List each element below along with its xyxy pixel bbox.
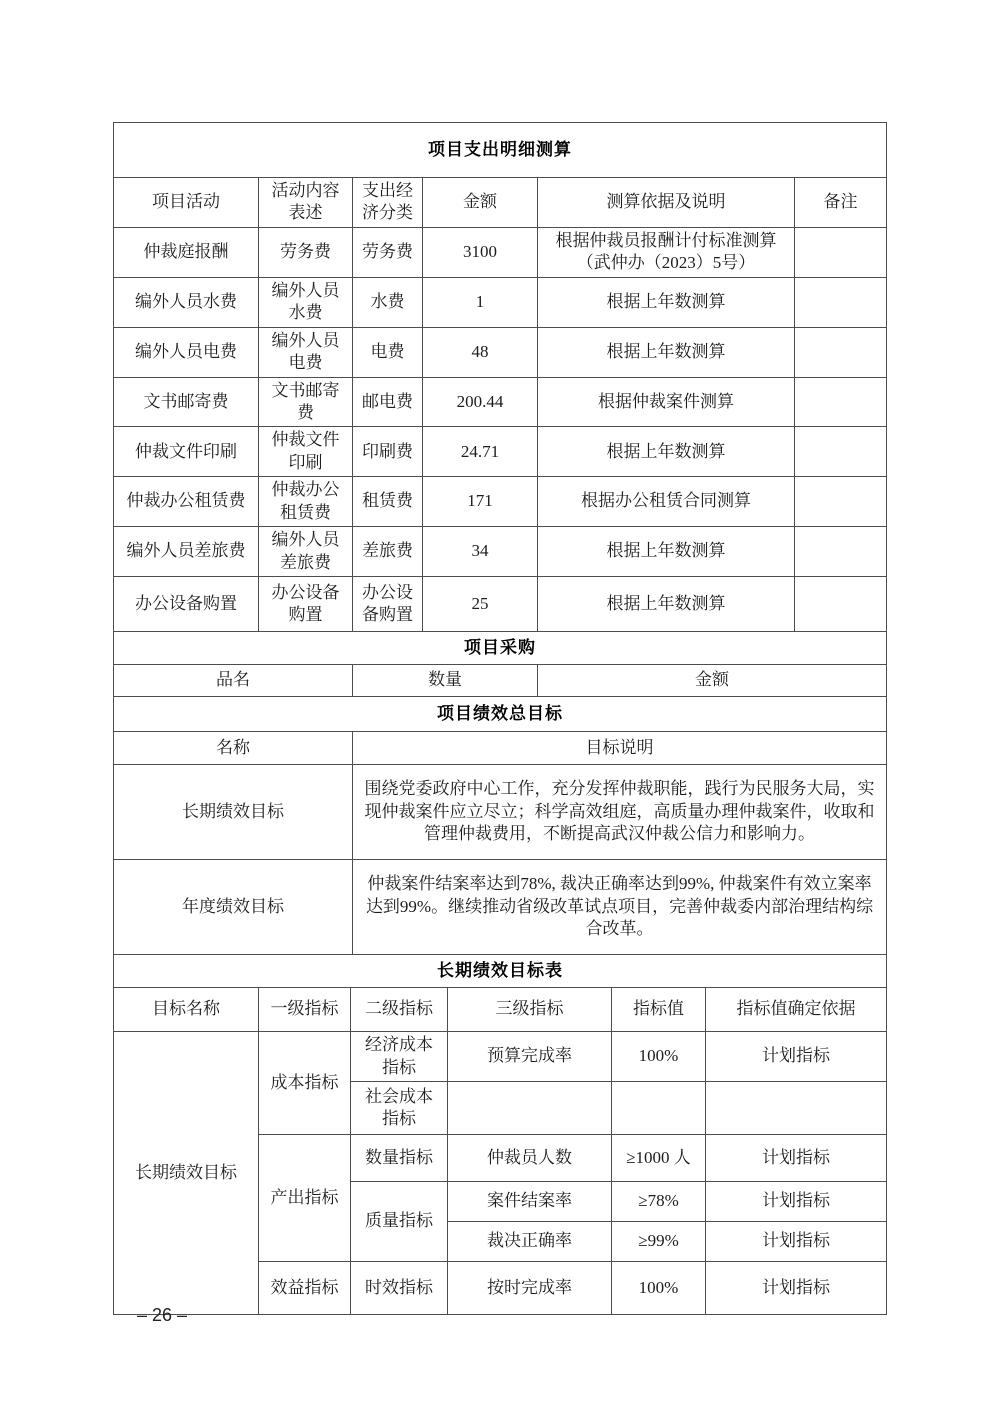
cell-content: 编外人员差旅费 <box>259 527 353 577</box>
cell-content: 办公设备购置 <box>259 577 353 632</box>
cell-level2: 质量指标 <box>351 1182 448 1262</box>
cell-basis: 计划指标 <box>706 1182 887 1222</box>
cell-activity: 编外人员水费 <box>114 277 259 327</box>
expense-table <box>113 122 887 988</box>
col-header-amount: 金额 <box>423 178 538 228</box>
cell-content: 仲裁办公租赁费 <box>259 477 353 527</box>
cell-activity: 编外人员电费 <box>114 327 259 377</box>
table-row <box>114 765 887 860</box>
longterm-table-header-row <box>114 988 887 1032</box>
cell-activity: 仲裁办公租赁费 <box>114 477 259 527</box>
cell-value: ≥1000 人 <box>612 1135 706 1182</box>
cell-note <box>795 327 887 377</box>
cell-value: 100% <box>612 1262 706 1315</box>
cell-category: 租赁费 <box>353 477 423 527</box>
col-header-level2: 二级指标 <box>351 988 448 1032</box>
cell-level1-benefit: 效益指标 <box>259 1262 351 1315</box>
cell-amount: 25 <box>423 577 538 632</box>
overall-goal-title-row <box>114 697 887 732</box>
col-header-quantity: 数量 <box>353 665 538 697</box>
cell-value <box>612 1082 706 1135</box>
cell-goal-description: 围绕党委政府中心工作，充分发挥仲裁职能，践行为民服务大局，实现仲裁案件应立尽立；科学高效组庭，高质量办理仲裁案件，收取和管理仲裁费用，不断提高武汉仲裁公信力和影响力。 <box>353 765 887 860</box>
cell-goal-description: 仲裁案件结案率达到78%, 裁决正确率达到99%, 仲裁案件有效立案率达到99%。继续推动省级改革试点项目，完善仲裁委内部治理结构综合改革。 <box>353 860 887 955</box>
cell-activity: 办公设备购置 <box>114 577 259 632</box>
cell-amount: 200.44 <box>423 377 538 427</box>
cell-content: 编外人员电费 <box>259 327 353 377</box>
cell-note <box>795 277 887 327</box>
cell-amount: 171 <box>423 477 538 527</box>
cell-value: ≥99% <box>612 1222 706 1262</box>
col-header-category: 支出经济分类 <box>353 178 423 228</box>
col-header-item-name: 品名 <box>114 665 353 697</box>
cell-amount: 34 <box>423 527 538 577</box>
cell-level2: 社会成本指标 <box>351 1082 448 1135</box>
procurement-title-row <box>114 632 887 665</box>
col-header-name: 名称 <box>114 732 353 765</box>
cell-note <box>795 227 887 277</box>
cell-activity: 仲裁文件印刷 <box>114 427 259 477</box>
cell-content: 仲裁文件印刷 <box>259 427 353 477</box>
document-page <box>113 122 886 1315</box>
cell-level3: 仲裁员人数 <box>448 1135 612 1182</box>
cell-category: 办公设备购置 <box>353 577 423 632</box>
cell-category: 差旅费 <box>353 527 423 577</box>
table-row <box>114 527 887 577</box>
cell-note <box>795 477 887 527</box>
cell-value: 100% <box>612 1032 706 1082</box>
cell-goal-name: 长期绩效目标 <box>114 1032 259 1315</box>
cell-amount: 1 <box>423 277 538 327</box>
cell-category: 水费 <box>353 277 423 327</box>
col-header-basis: 指标值确定依据 <box>706 988 887 1032</box>
longterm-table-title-row <box>114 955 887 988</box>
table-row <box>114 427 887 477</box>
cell-basis: 计划指标 <box>706 1222 887 1262</box>
cell-activity: 文书邮寄费 <box>114 377 259 427</box>
cell-level1-cost: 成本指标 <box>259 1032 351 1135</box>
cell-note <box>795 377 887 427</box>
cell-basis: 计划指标 <box>706 1135 887 1182</box>
table-row <box>114 1032 887 1082</box>
cell-basis: 根据上年数测算 <box>538 577 795 632</box>
cell-content: 文书邮寄费 <box>259 377 353 427</box>
cell-note <box>795 527 887 577</box>
cell-level1-output: 产出指标 <box>259 1135 351 1262</box>
col-header-description: 目标说明 <box>353 732 887 765</box>
table-row <box>114 577 887 632</box>
cell-basis: 根据仲裁案件测算 <box>538 377 795 427</box>
cell-amount: 48 <box>423 327 538 377</box>
col-header-amount: 金额 <box>538 665 887 697</box>
col-header-level1: 一级指标 <box>259 988 351 1032</box>
cell-basis: 根据上年数测算 <box>538 427 795 477</box>
table-row <box>114 377 887 427</box>
table-row <box>114 327 887 377</box>
cell-amount: 24.71 <box>423 427 538 477</box>
cell-level2: 经济成本指标 <box>351 1032 448 1082</box>
procurement-title: 项目采购 <box>114 632 887 665</box>
cell-content: 编外人员水费 <box>259 277 353 327</box>
table-row <box>114 227 887 277</box>
cell-basis: 根据办公租赁合同测算 <box>538 477 795 527</box>
cell-basis <box>706 1082 887 1135</box>
cell-level3: 案件结案率 <box>448 1182 612 1222</box>
cell-category: 邮电费 <box>353 377 423 427</box>
col-header-goal-name: 目标名称 <box>114 988 259 1032</box>
expense-table-header-row <box>114 178 887 228</box>
cell-basis: 根据上年数测算 <box>538 327 795 377</box>
overall-goal-title: 项目绩效总目标 <box>114 697 887 732</box>
cell-goal-name: 长期绩效目标 <box>114 765 353 860</box>
cell-category: 印刷费 <box>353 427 423 477</box>
cell-basis: 计划指标 <box>706 1262 887 1315</box>
longterm-goal-table <box>113 987 887 1315</box>
cell-category: 劳务费 <box>353 227 423 277</box>
cell-basis: 根据上年数测算 <box>538 527 795 577</box>
col-header-level3: 三级指标 <box>448 988 612 1032</box>
cell-goal-name: 年度绩效目标 <box>114 860 353 955</box>
col-header-basis: 测算依据及说明 <box>538 178 795 228</box>
cell-level2: 数量指标 <box>351 1135 448 1182</box>
table-row <box>114 477 887 527</box>
col-header-note: 备注 <box>795 178 887 228</box>
cell-level3: 预算完成率 <box>448 1032 612 1082</box>
cell-activity: 编外人员差旅费 <box>114 527 259 577</box>
expense-table-title: 项目支出明细测算 <box>114 123 887 178</box>
col-header-value: 指标值 <box>612 988 706 1032</box>
overall-goal-header-row <box>114 732 887 765</box>
cell-level3 <box>448 1082 612 1135</box>
cell-amount: 3100 <box>423 227 538 277</box>
cell-content: 劳务费 <box>259 227 353 277</box>
table-row <box>114 277 887 327</box>
cell-basis: 计划指标 <box>706 1032 887 1082</box>
cell-level3: 按时完成率 <box>448 1262 612 1315</box>
cell-note <box>795 577 887 632</box>
page-number: – 26 – <box>137 1305 188 1325</box>
col-header-content: 活动内容表述 <box>259 178 353 228</box>
cell-level2: 时效指标 <box>351 1262 448 1315</box>
cell-basis: 根据上年数测算 <box>538 277 795 327</box>
longterm-table-title: 长期绩效目标表 <box>114 955 887 988</box>
cell-category: 电费 <box>353 327 423 377</box>
col-header-activity: 项目活动 <box>114 178 259 228</box>
expense-table-title-row <box>114 123 887 178</box>
table-row <box>114 860 887 955</box>
cell-value: ≥78% <box>612 1182 706 1222</box>
procurement-header-row <box>114 665 887 697</box>
cell-note <box>795 427 887 477</box>
cell-basis: 根据仲裁员报酬计付标准测算（武仲办（2023）5号） <box>538 227 795 277</box>
cell-level3: 裁决正确率 <box>448 1222 612 1262</box>
cell-activity: 仲裁庭报酬 <box>114 227 259 277</box>
